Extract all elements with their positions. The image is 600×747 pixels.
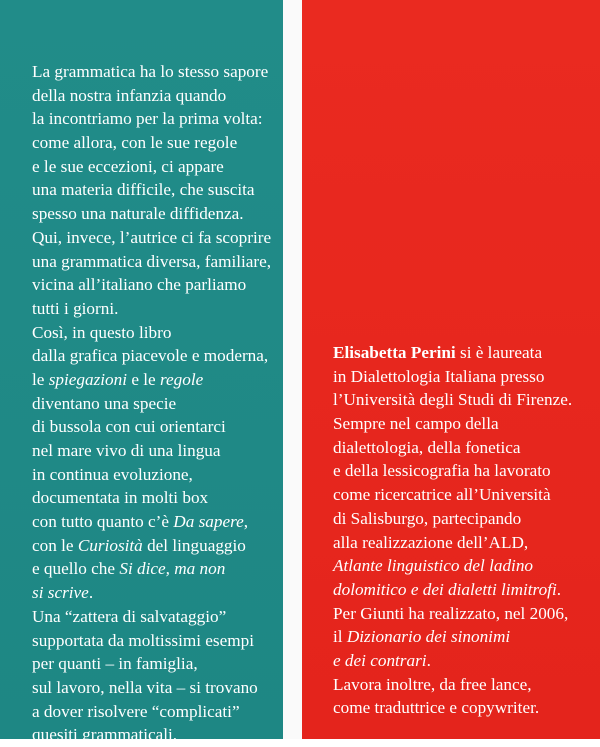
italic-term: dolomitico e dei dialetti limitrofi: [333, 579, 557, 599]
bio-line: Sempre nel campo della: [333, 414, 499, 434]
description-line: vicina all’italiano che parliamo: [32, 275, 247, 295]
italic-term: Da sapere: [173, 512, 244, 532]
author-name: Elisabetta Perini: [333, 343, 456, 362]
italic-term: regole: [159, 369, 204, 389]
description-line: [32, 557, 271, 581]
description-line: La grammatica ha lo stesso sapore: [32, 62, 269, 81]
bio-line: dialettologia, della fonetica: [333, 437, 521, 457]
description-line: [32, 534, 271, 558]
bio-line: Atlante linguistico del ladino: [333, 556, 534, 576]
description-line: dalla grafica piacevole e moderna,: [32, 346, 269, 366]
description-line: tutti i giorni.: [32, 298, 119, 318]
description-line: sul lavoro, nella vita – si trovano: [32, 677, 258, 697]
bio-line: [333, 625, 572, 649]
description-line: in continua evoluzione,: [32, 464, 193, 484]
italic-term: Curiosità: [77, 535, 143, 555]
description-line: di bussola con cui orientarci: [32, 417, 226, 437]
text-run: il: [333, 627, 347, 647]
italic-term: si scrive: [32, 583, 89, 603]
bio-line: di Salisburgo, partecipando: [333, 508, 522, 528]
text-run: .: [556, 579, 562, 599]
description-line: Qui, invece, l’autrice ci fa scoprire: [32, 227, 272, 247]
text-run: ,: [243, 512, 249, 532]
text-run: si è laureata: [455, 343, 543, 362]
description-line: Così, in questo libro: [32, 322, 172, 342]
bio-line: come ricercatrice all’Università: [333, 485, 551, 505]
description-line: della nostra infanzia quando: [32, 85, 227, 105]
description-line: una materia difficile, che suscita: [32, 180, 255, 200]
italic-term: Si dice, ma non: [119, 559, 226, 579]
description-line: una grammatica diversa, familiare,: [32, 251, 272, 271]
description-line: [32, 581, 271, 605]
bio-line: e della lessicografia ha lavorato: [333, 461, 551, 481]
text-run: e quello che: [32, 559, 120, 579]
italic-term: spiegazioni: [48, 369, 128, 389]
bio-line: l’Università degli Studi di Firenze.: [333, 390, 573, 410]
description-line: a dover risolvere “complicati”: [32, 701, 240, 721]
description-line: come allora, con le sue regole: [32, 133, 238, 153]
description-line: [32, 510, 271, 534]
text-run: .: [88, 583, 94, 603]
description-line: per quanti – in famiglia,: [32, 654, 198, 674]
bio-line: [333, 341, 572, 365]
bio-line: alla realizzazione dell’ALD,: [333, 532, 529, 552]
description-line: spesso una naturale diffidenza.: [32, 204, 244, 224]
description-line: nel mare vivo di una lingua: [32, 441, 221, 460]
description-line: e le sue eccezioni, ci appare: [32, 156, 224, 176]
description-line: la incontriamo per la prima volta:: [32, 109, 263, 129]
bio-line: in Dialettologia Italiana presso: [333, 366, 545, 386]
text-run: del linguaggio: [142, 535, 246, 555]
description-line: supportata da moltissimi esempi: [32, 630, 254, 650]
bio-line: [333, 649, 572, 673]
text-run: con tutto quanto c’è: [32, 512, 174, 532]
bio-line: come traduttrice e copywriter.: [333, 698, 540, 718]
text-run: con le: [32, 535, 78, 555]
description-line: documentata in molti box: [32, 488, 209, 508]
text-run: e le: [127, 369, 160, 389]
text-run: le: [32, 369, 49, 389]
bio-line: [333, 578, 572, 602]
italic-term: e dei contrari: [333, 650, 427, 670]
description-line: diventano una specie: [32, 393, 177, 413]
description-line: [32, 368, 271, 392]
description-line: Una “zattera di salvataggio”: [32, 606, 227, 626]
bio-line: Per Giunti ha realizzato, nel 2006,: [333, 603, 569, 623]
description-line: quesiti grammaticali.: [32, 725, 178, 745]
bio-line: Lavora inoltre, da free lance,: [333, 674, 532, 694]
white-divider-strip: [283, 0, 302, 739]
text-run: .: [426, 650, 431, 670]
book-description: [32, 60, 271, 747]
italic-term: Dizionario dei sinonimi: [346, 627, 511, 647]
author-bio: [333, 341, 572, 720]
